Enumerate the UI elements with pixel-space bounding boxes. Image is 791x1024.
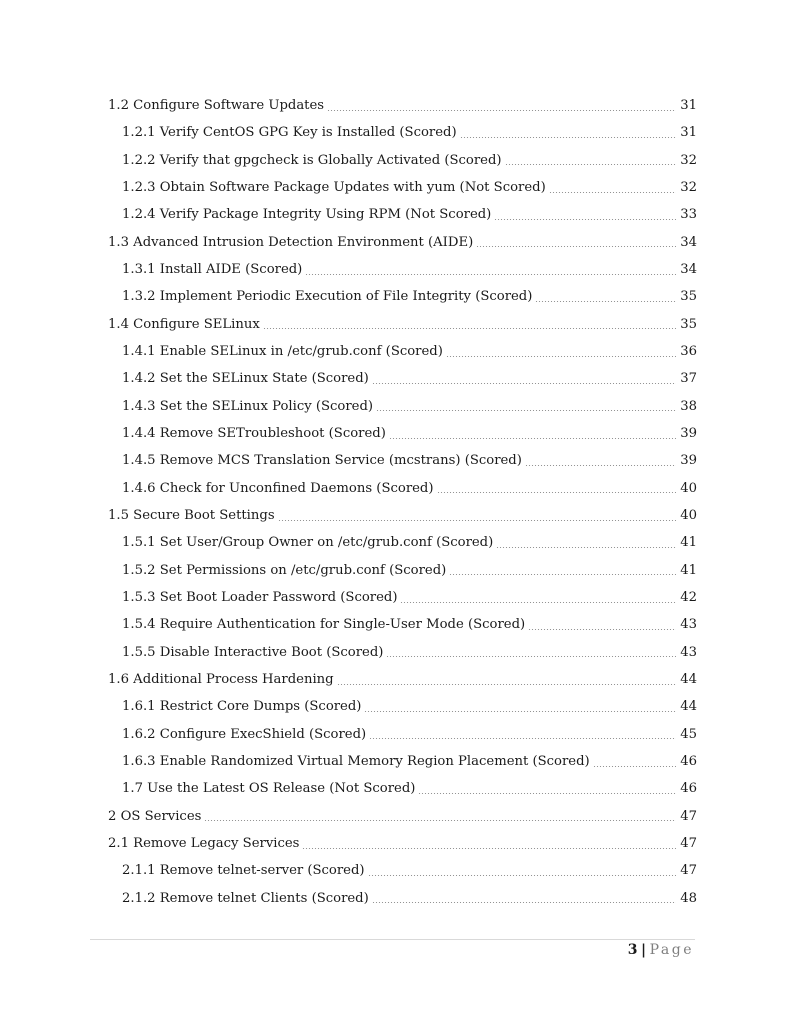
toc-entry-page[interactable]: 45 bbox=[680, 726, 697, 742]
toc-entry[interactable] bbox=[0, 885, 791, 912]
toc-entry-page[interactable]: 31 bbox=[680, 98, 697, 114]
toc-entry-page[interactable]: 40 bbox=[680, 480, 697, 496]
toc-entry[interactable] bbox=[0, 119, 791, 146]
toc-entry-title[interactable]: 1.6.2 Configure ExecShield (Scored) bbox=[122, 726, 367, 742]
toc-entry[interactable] bbox=[0, 92, 791, 119]
dot-leader bbox=[494, 219, 676, 220]
toc-entry-page[interactable]: 47 bbox=[680, 836, 697, 852]
dot-leader bbox=[496, 547, 676, 548]
toc-entry-title[interactable]: 1.6 Additional Process Hardening bbox=[108, 672, 334, 688]
dot-leader bbox=[476, 246, 676, 247]
toc-entry[interactable] bbox=[0, 147, 791, 174]
dot-leader bbox=[528, 629, 676, 630]
dot-leader bbox=[460, 137, 676, 138]
dot-leader bbox=[386, 656, 676, 657]
toc-entry-page[interactable]: 41 bbox=[680, 535, 697, 551]
toc-entry-title[interactable]: 1.5.5 Disable Interactive Boot (Scored) bbox=[122, 644, 384, 660]
toc-entry-title[interactable]: 2.1.1 Remove telnet-server (Scored) bbox=[122, 863, 365, 879]
toc-entry[interactable] bbox=[0, 201, 791, 228]
table-of-contents bbox=[0, 92, 791, 912]
dot-leader bbox=[418, 793, 676, 794]
dot-leader bbox=[549, 192, 676, 193]
toc-entry[interactable] bbox=[0, 174, 791, 201]
toc-entry[interactable] bbox=[0, 420, 791, 447]
toc-entry-page[interactable]: 36 bbox=[680, 344, 697, 360]
toc-entry[interactable] bbox=[0, 775, 791, 802]
dot-leader bbox=[449, 574, 676, 575]
toc-entry-title[interactable]: 1.3 Advanced Intrusion Detection Environment (AIDE) bbox=[108, 234, 474, 250]
toc-entry-title[interactable]: 1.4.6 Check for Unconfined Daemons (Scored) bbox=[122, 480, 434, 496]
toc-entry-title[interactable]: 1.6.1 Restrict Core Dumps (Scored) bbox=[122, 699, 362, 715]
page-number: 3 bbox=[627, 942, 639, 958]
toc-entry[interactable] bbox=[0, 557, 791, 584]
toc-entry-page[interactable]: 48 bbox=[680, 890, 697, 906]
toc-entry-title[interactable]: 1.3.2 Implement Periodic Execution of File Integrity (Scored) bbox=[122, 289, 533, 305]
dot-leader bbox=[372, 902, 676, 903]
page-label: Page bbox=[649, 942, 694, 958]
toc-entry-page[interactable]: 40 bbox=[680, 508, 697, 524]
toc-entry-page[interactable]: 43 bbox=[680, 644, 697, 660]
toc-entry-title[interactable]: 1.2.2 Verify that gpgcheck is Globally Activated (Scored) bbox=[122, 152, 502, 168]
toc-entry-title[interactable]: 1.5.3 Set Boot Loader Password (Scored) bbox=[122, 590, 398, 606]
toc-entry-title[interactable]: 2 OS Services bbox=[108, 808, 202, 824]
toc-entry-title[interactable]: 1.4 Configure SELinux bbox=[108, 316, 260, 332]
dot-leader bbox=[525, 465, 676, 466]
toc-entry-title[interactable]: 1.7 Use the Latest OS Release (Not Scored) bbox=[122, 781, 416, 797]
dot-leader bbox=[369, 738, 676, 739]
dot-leader bbox=[305, 274, 676, 275]
toc-entry-title[interactable]: 1.6.3 Enable Randomized Virtual Memory Region Placement (Scored) bbox=[122, 754, 590, 770]
toc-entry-page[interactable]: 35 bbox=[680, 289, 697, 305]
toc-entry[interactable] bbox=[0, 611, 791, 638]
toc-entry[interactable] bbox=[0, 447, 791, 474]
toc-entry[interactable] bbox=[0, 502, 791, 529]
toc-entry-page[interactable]: 42 bbox=[680, 590, 697, 606]
toc-entry[interactable] bbox=[0, 365, 791, 392]
toc-entry-title[interactable]: 1.4.1 Enable SELinux in /etc/grub.conf (Scored) bbox=[122, 344, 443, 360]
dot-leader bbox=[327, 110, 676, 111]
toc-entry-page[interactable]: 38 bbox=[680, 398, 697, 414]
toc-entry-page[interactable]: 46 bbox=[680, 754, 697, 770]
toc-entry[interactable] bbox=[0, 338, 791, 365]
dot-leader bbox=[376, 410, 676, 411]
dot-leader bbox=[400, 602, 676, 603]
toc-entry-page[interactable]: 44 bbox=[680, 672, 697, 688]
dot-leader bbox=[368, 875, 676, 876]
toc-entry[interactable] bbox=[0, 639, 791, 666]
toc-entry-page[interactable]: 44 bbox=[680, 699, 697, 715]
toc-entry[interactable] bbox=[0, 256, 791, 283]
page-footer bbox=[628, 942, 694, 958]
toc-entry[interactable] bbox=[0, 666, 791, 693]
toc-entry[interactable] bbox=[0, 475, 791, 502]
toc-entry[interactable] bbox=[0, 803, 791, 830]
toc-entry-title[interactable]: 1.5.4 Require Authentication for Single-User Mode (Scored) bbox=[122, 617, 526, 633]
toc-entry-page[interactable]: 33 bbox=[680, 207, 697, 223]
toc-entry[interactable] bbox=[0, 721, 791, 748]
toc-entry[interactable] bbox=[0, 830, 791, 857]
toc-entry[interactable] bbox=[0, 748, 791, 775]
dot-leader bbox=[337, 684, 676, 685]
footer-separator: | bbox=[641, 942, 647, 958]
toc-entry-page[interactable]: 34 bbox=[680, 234, 697, 250]
toc-entry-title[interactable]: 1.2.1 Verify CentOS GPG Key is Installed (Scored) bbox=[122, 125, 457, 141]
toc-entry-title[interactable]: 1.5.1 Set User/Group Owner on /etc/grub.conf (Scored) bbox=[122, 535, 494, 551]
toc-entry-page[interactable]: 35 bbox=[680, 316, 697, 332]
toc-entry-page[interactable]: 39 bbox=[680, 426, 697, 442]
toc-entry-title[interactable]: 1.2.3 Obtain Software Package Updates with yum (Not Scored) bbox=[122, 180, 546, 196]
toc-entry[interactable] bbox=[0, 393, 791, 420]
toc-entry-page[interactable]: 34 bbox=[680, 262, 697, 278]
toc-entry[interactable] bbox=[0, 584, 791, 611]
dot-leader bbox=[505, 164, 676, 165]
dot-leader bbox=[372, 383, 676, 384]
toc-entry-page[interactable]: 39 bbox=[680, 453, 697, 469]
toc-entry-title[interactable]: 1.4.2 Set the SELinux State (Scored) bbox=[122, 371, 369, 387]
toc-entry[interactable] bbox=[0, 283, 791, 310]
dot-leader bbox=[446, 356, 676, 357]
toc-entry-title[interactable]: 1.3.1 Install AIDE (Scored) bbox=[122, 262, 303, 278]
toc-entry-page[interactable]: 32 bbox=[680, 180, 697, 196]
footer-divider bbox=[90, 939, 695, 940]
dot-leader bbox=[263, 328, 676, 329]
dot-leader bbox=[389, 438, 676, 439]
toc-entry[interactable] bbox=[0, 311, 791, 338]
toc-entry-title[interactable]: 2.1 Remove Legacy Services bbox=[108, 836, 300, 852]
toc-entry-title[interactable]: 1.2.4 Verify Package Integrity Using RPM (Not Scored) bbox=[122, 207, 492, 223]
toc-entry-page[interactable]: 47 bbox=[680, 808, 697, 824]
toc-entry-page[interactable]: 41 bbox=[680, 562, 697, 578]
toc-entry[interactable] bbox=[0, 529, 791, 556]
toc-entry-title[interactable]: 1.2 Configure Software Updates bbox=[108, 98, 325, 114]
dot-leader bbox=[204, 820, 676, 821]
toc-entry[interactable] bbox=[0, 857, 791, 884]
toc-entry-page[interactable]: 31 bbox=[680, 125, 697, 141]
toc-entry-title[interactable]: 1.5 Secure Boot Settings bbox=[108, 508, 275, 524]
toc-entry[interactable] bbox=[0, 693, 791, 720]
dot-leader bbox=[535, 301, 676, 302]
toc-entry-title[interactable]: 2.1.2 Remove telnet Clients (Scored) bbox=[122, 890, 369, 906]
toc-entry-page[interactable]: 32 bbox=[680, 152, 697, 168]
dot-leader bbox=[364, 711, 676, 712]
toc-entry-page[interactable]: 37 bbox=[680, 371, 697, 387]
toc-entry[interactable] bbox=[0, 229, 791, 256]
toc-entry-page[interactable]: 43 bbox=[680, 617, 697, 633]
dot-leader bbox=[437, 492, 676, 493]
toc-entry-page[interactable]: 46 bbox=[680, 781, 697, 797]
dot-leader bbox=[278, 520, 676, 521]
toc-entry-title[interactable]: 1.4.4 Remove SETroubleshoot (Scored) bbox=[122, 426, 386, 442]
toc-entry-title[interactable]: 1.4.3 Set the SELinux Policy (Scored) bbox=[122, 398, 374, 414]
toc-entry-page[interactable]: 47 bbox=[680, 863, 697, 879]
dot-leader bbox=[593, 766, 676, 767]
toc-entry-title[interactable]: 1.4.5 Remove MCS Translation Service (mcstrans) (Scored) bbox=[122, 453, 522, 469]
toc-entry-title[interactable]: 1.5.2 Set Permissions on /etc/grub.conf (Scored) bbox=[122, 562, 447, 578]
dot-leader bbox=[302, 848, 676, 849]
